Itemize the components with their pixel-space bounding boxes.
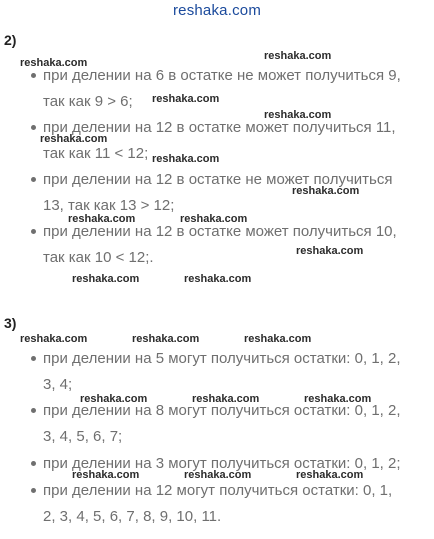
item-line-1: при делении на 3 могут получиться остатки: 0, 1, 2;: [43, 455, 401, 472]
item-line-2: так как 11 < 12;: [43, 145, 149, 162]
watermark: reshaka.com: [264, 50, 332, 62]
watermark: reshaka.com: [20, 57, 88, 69]
item-line-1: при делении на 12 в остатке не может получиться: [43, 171, 393, 188]
watermark: reshaka.com: [184, 273, 252, 285]
item-line-1: при делении на 8 могут получиться остатки: 0, 1, 2,: [43, 402, 401, 419]
watermark: reshaka.com: [180, 213, 248, 225]
item-line-1: при делении на 5 могут получиться остатки: 0, 1, 2,: [43, 350, 401, 367]
item-line-2: 13, так как 13 > 12;: [43, 197, 175, 214]
watermark: reshaka.com: [184, 469, 252, 481]
item-line-2: так как 9 > 6;: [43, 93, 133, 110]
site-header[interactable]: reshaka.com: [172, 2, 262, 19]
item-line-1: при делении на 12 в остатке может получиться 10,: [43, 223, 397, 240]
item-line-2: 2, 3, 4, 5, 6, 7, 8, 9, 10, 11.: [43, 508, 222, 525]
watermark: reshaka.com: [192, 393, 260, 405]
section-number-3: 3): [4, 315, 17, 331]
watermark: reshaka.com: [296, 469, 364, 481]
item-line-2: 3, 4;: [43, 376, 73, 393]
watermark: reshaka.com: [72, 469, 140, 481]
watermark: reshaka.com: [264, 109, 332, 121]
watermark: reshaka.com: [244, 333, 312, 345]
item-line-1: при делении на 6 в остатке не может получиться 9,: [43, 67, 401, 84]
watermark: reshaka.com: [40, 133, 108, 145]
bullet-icon: [31, 73, 36, 78]
watermark: reshaka.com: [296, 245, 364, 257]
item-line-2: так как 10 < 12;.: [43, 249, 154, 266]
watermark: reshaka.com: [152, 93, 220, 105]
bullet-icon: [31, 229, 36, 234]
watermark: reshaka.com: [152, 153, 220, 165]
watermark: reshaka.com: [72, 273, 140, 285]
bullet-icon: [31, 488, 36, 493]
watermark: reshaka.com: [68, 213, 136, 225]
watermark: reshaka.com: [304, 393, 372, 405]
watermark: reshaka.com: [20, 333, 88, 345]
bullet-icon: [31, 461, 36, 466]
bullet-icon: [31, 125, 36, 130]
bullet-icon: [31, 408, 36, 413]
watermark: reshaka.com: [292, 185, 360, 197]
item-line-1: при делении на 12 могут получиться остатки: 0, 1,: [43, 482, 393, 499]
watermark: reshaka.com: [132, 333, 200, 345]
bullet-icon: [31, 356, 36, 361]
watermark: reshaka.com: [80, 393, 148, 405]
section-number-2: 2): [4, 32, 17, 48]
item-line-1: при делении на 12 в остатке может получиться 11,: [43, 119, 396, 136]
item-line-2: 3, 4, 5, 6, 7;: [43, 428, 123, 445]
bullet-icon: [31, 177, 36, 182]
